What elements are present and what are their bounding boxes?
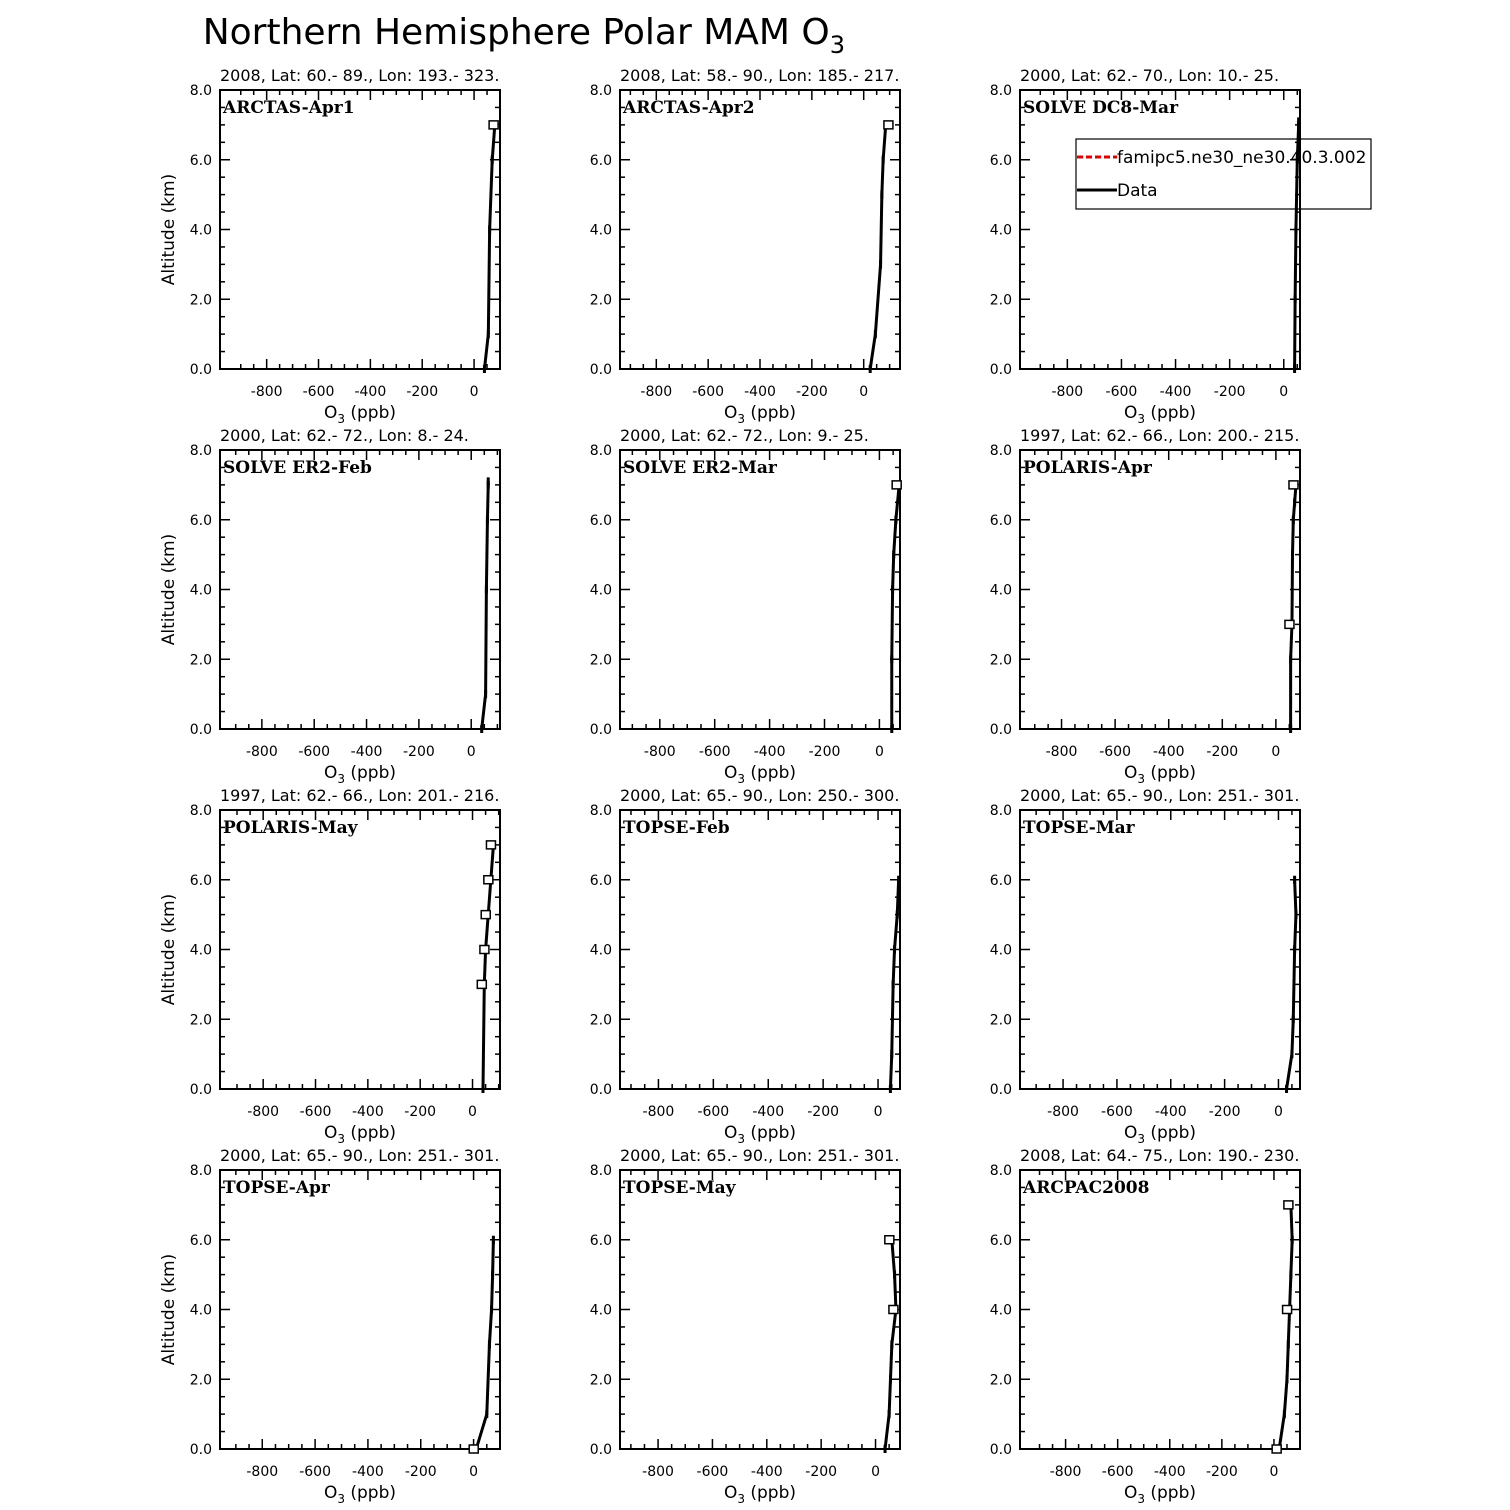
x-axis-label-text: O bbox=[723, 1123, 738, 1143]
y-tick-label: 6.0 bbox=[189, 152, 212, 169]
panel-topse-feb bbox=[590, 786, 900, 1146]
x-tick-label: 0 bbox=[468, 1104, 477, 1120]
y-tick-label: 2.0 bbox=[189, 1012, 212, 1029]
data-marker bbox=[1272, 1445, 1281, 1453]
legend bbox=[1076, 139, 1371, 209]
y-tick-label: 6.0 bbox=[989, 152, 1012, 169]
panel-topse-mar bbox=[990, 786, 1300, 1146]
y-tick-label: 2.0 bbox=[589, 1012, 612, 1029]
data-point bbox=[481, 1085, 484, 1093]
data-point bbox=[893, 946, 896, 954]
x-axis-label bbox=[1124, 403, 1196, 426]
data-point bbox=[1289, 725, 1292, 733]
y-tick-label: 8.0 bbox=[589, 83, 612, 99]
y-tick-label: 0.0 bbox=[989, 1082, 1012, 1098]
x-tick-label: -400 bbox=[750, 1464, 783, 1480]
panel-frame bbox=[620, 90, 900, 369]
data-point bbox=[880, 191, 883, 199]
data-point bbox=[890, 1050, 893, 1058]
x-tick-label: -800 bbox=[246, 1464, 279, 1480]
x-tick-label: -800 bbox=[1045, 744, 1078, 760]
panel-arctas-apr2 bbox=[590, 66, 900, 426]
x-tick-label: -600 bbox=[1101, 1464, 1134, 1480]
y-tick-label: 6.0 bbox=[589, 512, 612, 529]
panel-label: SOLVE ER2-Mar bbox=[623, 458, 777, 478]
y-tick-label: 0.0 bbox=[189, 722, 212, 738]
data-point bbox=[896, 911, 899, 919]
y-tick-label: 2.0 bbox=[989, 292, 1012, 309]
y-tick-label: 0.0 bbox=[589, 1442, 612, 1458]
panel-frame bbox=[220, 90, 500, 369]
data-point bbox=[492, 1236, 495, 1244]
panel-frame bbox=[220, 1170, 500, 1449]
data-point bbox=[874, 330, 877, 338]
x-axis-label-unit: (ppb) bbox=[344, 1483, 397, 1503]
x-axis-label-subscript: 3 bbox=[1137, 1492, 1145, 1506]
x-axis-label bbox=[1124, 763, 1196, 786]
y-axis-label: Altitude (km) bbox=[159, 173, 179, 286]
y-tick-label: 8.0 bbox=[989, 83, 1012, 99]
panel-grid bbox=[159, 66, 1371, 1506]
data-point bbox=[890, 655, 893, 663]
data-marker bbox=[889, 1306, 898, 1314]
data-point bbox=[882, 156, 885, 164]
x-tick-label: -800 bbox=[1047, 1104, 1079, 1120]
data-point bbox=[884, 1445, 887, 1453]
figure-title-subscript: 3 bbox=[829, 31, 845, 59]
y-tick-label: 2.0 bbox=[989, 652, 1012, 669]
x-tick-label: -400 bbox=[1153, 1464, 1186, 1480]
x-tick-label: -600 bbox=[1099, 744, 1132, 760]
y-tick-label: 8.0 bbox=[989, 443, 1012, 459]
x-axis-label-text: O bbox=[723, 403, 738, 423]
x-tick-label: -400 bbox=[752, 1104, 785, 1120]
x-tick-label: -200 bbox=[1206, 744, 1239, 760]
x-tick-label: 0 bbox=[1279, 384, 1289, 400]
data-point bbox=[890, 725, 893, 733]
x-axis-label-subscript: 3 bbox=[337, 772, 345, 786]
data-point bbox=[1294, 911, 1297, 919]
x-tick-label: 0 bbox=[859, 384, 869, 400]
y-tick-label: 4.0 bbox=[589, 582, 612, 599]
x-axis-label-unit: (ppb) bbox=[1144, 763, 1197, 783]
panel-frame bbox=[620, 810, 900, 1089]
data-point bbox=[484, 690, 487, 698]
data-point bbox=[1292, 516, 1295, 524]
panel-frame bbox=[1020, 810, 1300, 1089]
y-tick-label: 4.0 bbox=[589, 222, 612, 239]
x-tick-label: -400 bbox=[1159, 384, 1192, 400]
data-point bbox=[892, 980, 895, 988]
data-point bbox=[890, 1340, 893, 1348]
y-tick-label: 8.0 bbox=[189, 443, 212, 459]
data-point bbox=[1294, 295, 1297, 303]
panel-frame bbox=[1020, 1170, 1300, 1449]
x-tick-label: -200 bbox=[808, 744, 841, 760]
x-tick-label: -600 bbox=[1101, 1104, 1133, 1120]
data-point bbox=[1292, 1015, 1295, 1023]
data-marker bbox=[1283, 1306, 1292, 1314]
x-tick-label: -200 bbox=[1208, 1104, 1241, 1120]
panel-header: 2000, Lat: 62.- 72., Lon: 8.- 24. bbox=[220, 426, 469, 445]
data-point bbox=[1283, 1410, 1286, 1418]
x-tick-label: -800 bbox=[250, 384, 283, 400]
data-point bbox=[893, 1271, 896, 1279]
x-tick-label: -600 bbox=[299, 1464, 331, 1480]
x-axis-label-subscript: 3 bbox=[337, 1492, 345, 1506]
x-axis-label bbox=[1124, 1123, 1196, 1146]
x-tick-label: -200 bbox=[406, 384, 439, 400]
x-axis-label-text: O bbox=[323, 1123, 338, 1143]
y-tick-label: 4.0 bbox=[189, 942, 212, 959]
panel-header: 2000, Lat: 65.- 90., Lon: 250.- 300. bbox=[620, 786, 900, 805]
panel-frame bbox=[220, 810, 500, 1089]
x-axis-label-unit: (ppb) bbox=[1144, 1123, 1197, 1143]
panel-label: ARCPAC2008 bbox=[1023, 1178, 1150, 1198]
data-point bbox=[480, 725, 483, 733]
data-point bbox=[1291, 1236, 1294, 1244]
y-tick-label: 0.0 bbox=[189, 1442, 212, 1458]
data-point bbox=[869, 365, 872, 373]
y-tick-label: 8.0 bbox=[989, 1163, 1012, 1179]
x-tick-label: -400 bbox=[351, 1104, 384, 1120]
panel-header: 2008, Lat: 58.- 90., Lon: 185.- 217. bbox=[620, 66, 900, 85]
x-axis-label bbox=[324, 1483, 396, 1506]
x-tick-label: -400 bbox=[753, 744, 786, 760]
data-point bbox=[490, 1306, 493, 1314]
panel-header: 2000, Lat: 62.- 70., Lon: 10.- 25. bbox=[1020, 66, 1280, 85]
panel-frame bbox=[620, 450, 900, 729]
y-tick-label: 8.0 bbox=[189, 803, 212, 819]
panel-polaris-apr bbox=[990, 426, 1300, 786]
data-point bbox=[894, 516, 897, 524]
x-axis-label-unit: (ppb) bbox=[744, 403, 797, 423]
data-point bbox=[892, 551, 895, 559]
y-tick-label: 6.0 bbox=[989, 872, 1012, 889]
data-point bbox=[879, 260, 882, 268]
data-point bbox=[1291, 551, 1294, 559]
data-marker bbox=[489, 121, 498, 129]
panel-polaris-may bbox=[159, 786, 500, 1146]
x-axis-label-unit: (ppb) bbox=[344, 763, 397, 783]
data-marker bbox=[486, 841, 495, 849]
data-marker bbox=[480, 946, 489, 954]
y-tick-label: 6.0 bbox=[589, 152, 612, 169]
y-tick-label: 6.0 bbox=[989, 512, 1012, 529]
x-tick-label: -400 bbox=[350, 744, 383, 760]
panel-solve-dc8-mar bbox=[990, 66, 1371, 426]
panel-label: ARCTAS-Apr2 bbox=[623, 98, 755, 118]
legend-entry: famipc5.ne30_ne30.40.3.002 bbox=[1117, 148, 1367, 168]
y-tick-label: 6.0 bbox=[589, 1232, 612, 1249]
y-tick-label: 6.0 bbox=[589, 872, 612, 889]
data-point bbox=[488, 226, 491, 234]
x-axis-label-unit: (ppb) bbox=[744, 1483, 797, 1503]
data-marker bbox=[481, 911, 490, 919]
x-axis-label-unit: (ppb) bbox=[744, 1123, 797, 1143]
x-tick-label: -800 bbox=[642, 1104, 675, 1120]
x-tick-label: -400 bbox=[1152, 744, 1185, 760]
data-point bbox=[1285, 1085, 1288, 1093]
x-axis-label bbox=[724, 403, 796, 426]
panel-header: 2000, Lat: 65.- 90., Lon: 251.- 301. bbox=[1020, 786, 1300, 805]
panel-label: TOPSE-Feb bbox=[623, 818, 730, 838]
x-axis-label-subscript: 3 bbox=[737, 772, 745, 786]
y-tick-label: 6.0 bbox=[189, 872, 212, 889]
panel-frame bbox=[620, 1170, 900, 1449]
y-tick-label: 4.0 bbox=[589, 1302, 612, 1319]
x-axis-label-text: O bbox=[1123, 1483, 1138, 1503]
x-tick-label: -800 bbox=[640, 384, 673, 400]
y-tick-label: 0.0 bbox=[989, 722, 1012, 738]
panel-solve-er2-mar bbox=[590, 426, 901, 786]
x-axis-label-text: O bbox=[1123, 1123, 1138, 1143]
x-tick-label: -800 bbox=[643, 744, 676, 760]
panel-label: ARCTAS-Apr1 bbox=[223, 98, 355, 118]
y-tick-label: 4.0 bbox=[989, 1302, 1012, 1319]
panel-topse-apr bbox=[159, 1146, 500, 1506]
y-tick-label: 0.0 bbox=[989, 362, 1012, 378]
data-point bbox=[1285, 1375, 1288, 1383]
data-point bbox=[889, 1085, 892, 1093]
data-point bbox=[1287, 1340, 1290, 1348]
x-tick-label: -600 bbox=[697, 1104, 730, 1120]
x-tick-label: 0 bbox=[874, 744, 884, 760]
x-axis-label-subscript: 3 bbox=[1137, 772, 1145, 786]
panel-label: POLARIS-May bbox=[223, 818, 358, 838]
x-tick-label: -200 bbox=[404, 1104, 437, 1120]
data-point bbox=[888, 1410, 891, 1418]
y-tick-label: 6.0 bbox=[989, 1232, 1012, 1249]
data-point bbox=[897, 876, 900, 884]
x-tick-label: -200 bbox=[805, 1464, 838, 1480]
data-point bbox=[485, 1410, 488, 1418]
figure-title bbox=[203, 12, 845, 59]
x-tick-label: -400 bbox=[352, 1464, 384, 1480]
y-tick-label: 0.0 bbox=[589, 722, 612, 738]
x-tick-label: -600 bbox=[692, 384, 725, 400]
data-marker bbox=[892, 481, 901, 489]
data-point bbox=[488, 1340, 491, 1348]
x-axis-label-unit: (ppb) bbox=[1144, 1483, 1197, 1503]
x-tick-label: -600 bbox=[1105, 384, 1138, 400]
y-tick-label: 4.0 bbox=[189, 222, 212, 239]
y-tick-label: 2.0 bbox=[989, 1372, 1012, 1389]
panel-header: 1997, Lat: 62.- 66., Lon: 201.- 216. bbox=[220, 786, 500, 805]
x-tick-label: 0 bbox=[1271, 744, 1281, 760]
y-tick-label: 6.0 bbox=[189, 1232, 212, 1249]
data-point bbox=[491, 156, 494, 164]
data-point bbox=[485, 586, 488, 594]
x-tick-label: -200 bbox=[795, 384, 828, 400]
x-tick-label: -800 bbox=[642, 1464, 674, 1480]
y-tick-label: 8.0 bbox=[989, 803, 1012, 819]
x-tick-label: -600 bbox=[696, 1464, 729, 1480]
y-tick-label: 4.0 bbox=[189, 582, 212, 599]
panel-label: SOLVE ER2-Feb bbox=[223, 458, 372, 478]
panel-frame bbox=[1020, 450, 1300, 729]
y-tick-label: 6.0 bbox=[189, 512, 212, 529]
x-axis-label-subscript: 3 bbox=[337, 412, 345, 426]
panel-header: 1997, Lat: 62.- 66., Lon: 200.- 215. bbox=[1020, 426, 1300, 445]
data-point bbox=[891, 586, 894, 594]
panel-header: 2008, Lat: 60.- 89., Lon: 193.- 323. bbox=[220, 66, 500, 85]
y-tick-label: 0.0 bbox=[189, 1082, 212, 1098]
panel-solve-er2-feb bbox=[159, 426, 500, 786]
data-marker bbox=[1289, 481, 1298, 489]
y-tick-label: 4.0 bbox=[589, 942, 612, 959]
x-tick-label: 0 bbox=[469, 1464, 479, 1480]
x-axis-label-subscript: 3 bbox=[737, 1132, 745, 1146]
x-tick-label: -800 bbox=[1051, 384, 1084, 400]
x-tick-label: 0 bbox=[1269, 1464, 1279, 1480]
x-axis-label-subscript: 3 bbox=[337, 1132, 345, 1146]
panel-label: SOLVE DC8-Mar bbox=[1023, 98, 1179, 118]
y-tick-label: 4.0 bbox=[989, 942, 1012, 959]
x-axis-label bbox=[324, 1123, 396, 1146]
data-marker bbox=[884, 121, 893, 129]
y-tick-label: 2.0 bbox=[589, 292, 612, 309]
x-axis-label bbox=[724, 763, 796, 786]
x-axis-label bbox=[724, 1123, 796, 1146]
x-tick-label: -400 bbox=[744, 384, 776, 400]
x-axis-label-unit: (ppb) bbox=[744, 763, 797, 783]
x-axis-label-unit: (ppb) bbox=[344, 403, 397, 423]
panel-arcpac2008 bbox=[990, 1146, 1300, 1506]
x-tick-label: -400 bbox=[1154, 1104, 1187, 1120]
panel-frame bbox=[1020, 90, 1300, 369]
panel-topse-may bbox=[590, 1146, 900, 1506]
x-axis-label-text: O bbox=[1123, 763, 1138, 783]
y-tick-label: 4.0 bbox=[989, 222, 1012, 239]
x-axis-label-subscript: 3 bbox=[1137, 1132, 1145, 1146]
data-point bbox=[1289, 1271, 1292, 1279]
x-tick-label: -200 bbox=[404, 1464, 437, 1480]
panel-label: TOPSE-Apr bbox=[223, 1178, 330, 1198]
x-tick-label: -200 bbox=[402, 744, 435, 760]
x-tick-label: 0 bbox=[469, 384, 479, 400]
data-marker bbox=[885, 1236, 894, 1244]
data-point bbox=[1297, 117, 1300, 125]
x-axis-label bbox=[324, 403, 396, 426]
y-tick-label: 2.0 bbox=[589, 1372, 612, 1389]
data-point bbox=[1289, 655, 1292, 663]
data-marker bbox=[1285, 620, 1294, 628]
data-marker bbox=[1284, 1201, 1293, 1209]
x-tick-label: -600 bbox=[299, 1104, 332, 1120]
x-tick-label: -200 bbox=[807, 1104, 840, 1120]
y-tick-label: 0.0 bbox=[989, 1442, 1012, 1458]
legend-entry: Data bbox=[1117, 181, 1158, 201]
data-marker bbox=[484, 876, 493, 884]
y-tick-label: 8.0 bbox=[589, 803, 612, 819]
x-tick-label: -800 bbox=[1049, 1464, 1082, 1480]
panel-header: 2000, Lat: 62.- 72., Lon: 9.- 25. bbox=[620, 426, 869, 445]
y-axis-label: Altitude (km) bbox=[159, 533, 179, 646]
y-tick-label: 2.0 bbox=[189, 292, 212, 309]
x-tick-label: -600 bbox=[302, 384, 335, 400]
y-tick-label: 8.0 bbox=[189, 1163, 212, 1179]
y-tick-label: 8.0 bbox=[589, 443, 612, 459]
x-axis-label-subscript: 3 bbox=[1137, 412, 1145, 426]
data-point bbox=[491, 1271, 494, 1279]
data-point bbox=[487, 477, 490, 485]
panel-label: TOPSE-Mar bbox=[1023, 818, 1135, 838]
x-axis-label-text: O bbox=[723, 763, 738, 783]
data-marker bbox=[469, 1445, 478, 1453]
x-axis-label-unit: (ppb) bbox=[344, 1123, 397, 1143]
data-point bbox=[1290, 1050, 1293, 1058]
data-point bbox=[487, 330, 490, 338]
x-tick-label: -800 bbox=[245, 744, 278, 760]
y-tick-label: 8.0 bbox=[189, 83, 212, 99]
data-point bbox=[1294, 226, 1297, 234]
data-point bbox=[1293, 365, 1296, 373]
y-tick-label: 8.0 bbox=[589, 1163, 612, 1179]
x-tick-label: -600 bbox=[698, 744, 731, 760]
y-tick-label: 2.0 bbox=[189, 652, 212, 669]
x-tick-label: 0 bbox=[1274, 1104, 1283, 1120]
y-axis-label: Altitude (km) bbox=[159, 893, 179, 1006]
x-axis-label-subscript: 3 bbox=[737, 412, 745, 426]
x-axis-label-subscript: 3 bbox=[737, 1492, 745, 1506]
y-tick-label: 2.0 bbox=[589, 652, 612, 669]
x-tick-label: -400 bbox=[354, 384, 387, 400]
panel-header: 2008, Lat: 64.- 75., Lon: 190.- 230. bbox=[1020, 1146, 1300, 1165]
x-axis-label-text: O bbox=[323, 1483, 338, 1503]
panel-label: POLARIS-Apr bbox=[1023, 458, 1152, 478]
x-axis-label-text: O bbox=[323, 403, 338, 423]
x-axis-label-text: O bbox=[723, 1483, 738, 1503]
y-tick-label: 2.0 bbox=[989, 1012, 1012, 1029]
x-axis-label-unit: (ppb) bbox=[1144, 403, 1197, 423]
data-point bbox=[483, 365, 486, 373]
y-tick-label: 4.0 bbox=[989, 582, 1012, 599]
x-axis-label bbox=[1124, 1483, 1196, 1506]
y-tick-label: 0.0 bbox=[589, 362, 612, 378]
x-tick-label: 0 bbox=[871, 1464, 880, 1480]
x-tick-label: -200 bbox=[1205, 1464, 1238, 1480]
data-point bbox=[889, 1375, 892, 1383]
y-tick-label: 0.0 bbox=[189, 362, 212, 378]
panel-header: 2000, Lat: 65.- 90., Lon: 251.- 301. bbox=[620, 1146, 900, 1165]
x-axis-label-text: O bbox=[1123, 403, 1138, 423]
data-point bbox=[1293, 498, 1296, 506]
panel-arctas-apr1 bbox=[159, 66, 500, 426]
data-marker bbox=[477, 980, 486, 988]
x-tick-label: 0 bbox=[873, 1104, 883, 1120]
panel-header: 2000, Lat: 65.- 90., Lon: 251.- 301. bbox=[220, 1146, 500, 1165]
x-tick-label: -200 bbox=[1213, 384, 1246, 400]
y-axis-label: Altitude (km) bbox=[159, 1253, 179, 1366]
y-tick-label: 0.0 bbox=[589, 1082, 612, 1098]
x-tick-label: 0 bbox=[466, 744, 476, 760]
data-point bbox=[1293, 946, 1296, 954]
panel-frame bbox=[220, 450, 500, 729]
x-tick-label: -800 bbox=[247, 1104, 280, 1120]
y-tick-label: 4.0 bbox=[189, 1302, 212, 1319]
x-axis-label-text: O bbox=[323, 763, 338, 783]
data-point bbox=[486, 516, 489, 524]
figure-title-text: Northern Hemisphere Polar MAM O bbox=[202, 12, 830, 53]
x-tick-label: -600 bbox=[298, 744, 331, 760]
panel-label: TOPSE-May bbox=[623, 1178, 736, 1198]
data-point bbox=[1293, 876, 1296, 884]
x-axis-label bbox=[324, 763, 396, 786]
y-tick-label: 2.0 bbox=[189, 1372, 212, 1389]
x-axis-label bbox=[724, 1483, 796, 1506]
